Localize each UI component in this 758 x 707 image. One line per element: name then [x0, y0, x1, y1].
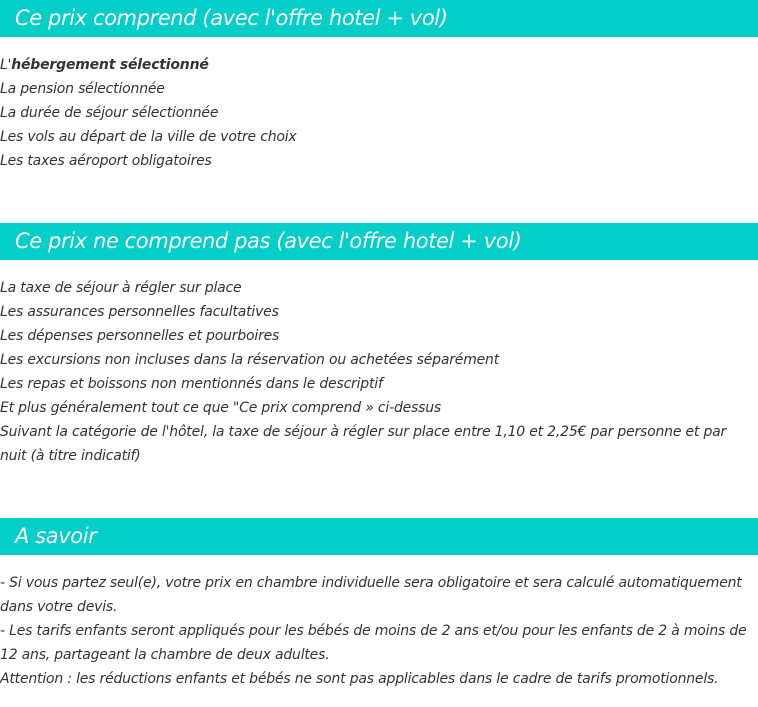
excludes-item-personal-expenses: Les dépenses personnelles et pourboires [0, 328, 280, 344]
includes-item-duration: La durée de séjour sélectionnée [0, 105, 219, 121]
excludes-item-generally: Et plus généralement tout ce que "Ce prix comprend » ci-dessus [0, 400, 442, 416]
info-section-title: A savoir [0, 518, 758, 555]
excludes-item-insurance: Les assurances personnelles facultatives [0, 304, 279, 320]
includes-item-airport-taxes: Les taxes aéroport obligatoires [0, 153, 212, 169]
includes-item-flights: Les vols au départ de la ville de votre choix [0, 129, 297, 145]
excludes-item-tax-note: Suivant la catégorie de l'hôtel, la taxe de séjour à régler sur place entre 1,10 et 2,25€ par personne et par nuit (à titre indicatif) [0, 424, 727, 464]
includes-section-title: Ce prix comprend (avec l'offre hotel + vol) [0, 0, 758, 37]
excludes-list [0, 276, 752, 468]
info-item-single-traveler: - Si vous partez seul(e), votre prix en chambre individuelle sera obligatoire et sera calculé automatiquement dans votre devis. [0, 575, 742, 615]
includes-item-accommodation [0, 53, 752, 77]
info-item-attention: Attention : les réductions enfants et bébés ne sont pas applicables dans le cadre de tarifs promotionnels. [0, 671, 719, 687]
includes-item-accommodation-bold: hébergement sélectionné [11, 57, 209, 73]
excludes-item-meals-drinks: Les repas et boissons non mentionnés dans le descriptif [0, 376, 383, 392]
excludes-item-tourist-tax: La taxe de séjour à régler sur place [0, 280, 242, 296]
includes-item-accommodation-prefix: L' [0, 57, 12, 73]
excludes-section-title: Ce prix ne comprend pas (avec l'offre hotel + vol) [0, 223, 758, 260]
includes-item-board: La pension sélectionnée [0, 81, 165, 97]
info-list [0, 571, 752, 691]
excludes-item-excursions: Les excursions non incluses dans la réservation ou achetées séparément [0, 352, 500, 368]
includes-list [0, 53, 752, 173]
info-item-child-rates: - Les tarifs enfants seront appliqués pour les bébés de moins de 2 ans et/ou pour les enfants de 2 à moins de 12 ans, partageant la chambre de deux adultes. [0, 623, 747, 663]
